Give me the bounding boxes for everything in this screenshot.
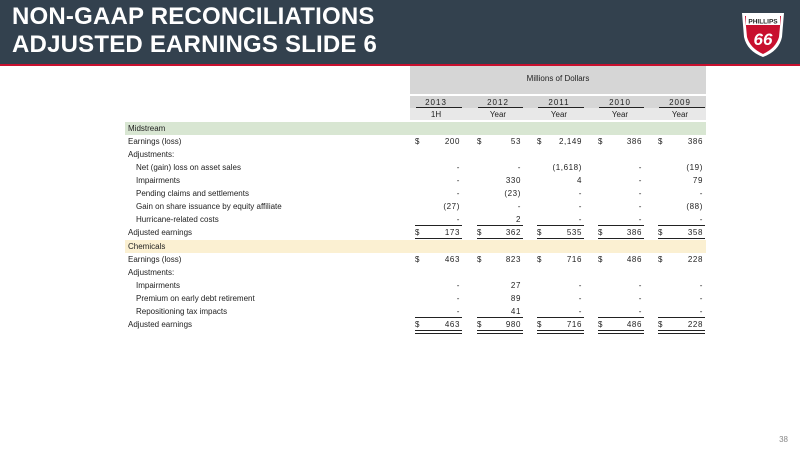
total-double-underline <box>658 330 705 334</box>
value-cell: 173 <box>444 228 460 237</box>
year-underline <box>416 107 462 108</box>
slide-title-line2: ADJUSTED EARNINGS SLIDE 6 <box>12 31 378 58</box>
value-cell: 2 <box>515 215 521 224</box>
year-underline <box>538 107 584 108</box>
dollar-sign: $ <box>537 228 542 237</box>
value-cell: - <box>699 281 703 290</box>
value-cell: 2,149 <box>558 137 582 146</box>
value-cell: - <box>456 294 460 303</box>
row-label: Net (gain) loss on asset sales <box>136 163 241 172</box>
row-label: Impairments <box>136 281 181 290</box>
year-underline <box>599 107 644 108</box>
value-cell: - <box>578 294 582 303</box>
period-header: 1H <box>430 110 442 119</box>
value-cell: 358 <box>687 228 703 237</box>
value-cell: 362 <box>505 228 521 237</box>
value-cell: - <box>699 215 703 224</box>
dollar-sign: $ <box>415 137 420 146</box>
value-cell: - <box>578 215 582 224</box>
total-double-underline <box>598 330 644 334</box>
value-cell: - <box>578 202 582 211</box>
year-header: 2009 <box>669 98 691 107</box>
row-label: Impairments <box>136 176 181 185</box>
value-cell: (88) <box>686 202 703 211</box>
value-cell: - <box>699 189 703 198</box>
value-cell: (23) <box>504 189 521 198</box>
dollar-sign: $ <box>537 255 542 264</box>
dollar-sign: $ <box>415 228 420 237</box>
value-cell: (1,618) <box>552 163 582 172</box>
dollar-sign: $ <box>477 228 482 237</box>
total-double-underline <box>477 330 523 334</box>
logo-text-66: 66 <box>753 30 773 49</box>
dollar-sign: $ <box>598 228 603 237</box>
year-header: 2013 <box>425 98 447 107</box>
value-cell: - <box>638 189 642 198</box>
row-label: Hurricane-related costs <box>136 215 219 224</box>
value-cell: 823 <box>505 255 521 264</box>
period-header: Year <box>671 110 689 119</box>
section-band-midstream <box>125 122 706 135</box>
page-number: 38 <box>779 435 788 444</box>
value-cell: 980 <box>505 320 521 329</box>
dollar-sign: $ <box>537 137 542 146</box>
value-cell: 463 <box>444 320 460 329</box>
value-cell: - <box>456 215 460 224</box>
year-header: 2012 <box>487 98 509 107</box>
value-cell: 716 <box>566 255 582 264</box>
value-cell: 89 <box>510 294 521 303</box>
value-cell: 4 <box>576 176 582 185</box>
row-label: Earnings (loss) <box>128 255 182 264</box>
value-cell: - <box>638 307 642 316</box>
row-label: Pending claims and settlements <box>136 189 249 198</box>
dollar-sign: $ <box>477 137 482 146</box>
dollar-sign: $ <box>658 137 663 146</box>
year-header: 2011 <box>548 98 570 107</box>
value-cell: - <box>517 163 521 172</box>
dollar-sign: $ <box>415 255 420 264</box>
period-header: Year <box>611 110 629 119</box>
value-cell: 386 <box>626 228 642 237</box>
value-cell: 228 <box>687 255 703 264</box>
value-cell: - <box>638 215 642 224</box>
adjusted-earnings-label: Adjusted earnings <box>128 228 193 237</box>
value-cell: - <box>638 281 642 290</box>
value-cell: (27) <box>443 202 460 211</box>
value-cell: 486 <box>626 255 642 264</box>
value-cell: 200 <box>444 137 460 146</box>
value-cell: 386 <box>626 137 642 146</box>
year-underline <box>659 107 705 108</box>
row-label: Adjustments: <box>128 150 175 159</box>
section-title: Midstream <box>128 124 166 133</box>
dollar-sign: $ <box>598 255 603 264</box>
value-cell: - <box>456 176 460 185</box>
section-title: Chemicals <box>128 242 166 251</box>
dollar-sign: $ <box>658 255 663 264</box>
value-cell: 228 <box>687 320 703 329</box>
dollar-sign: $ <box>598 320 603 329</box>
value-cell: - <box>638 176 642 185</box>
value-cell: 330 <box>505 176 521 185</box>
value-cell: 41 <box>510 307 521 316</box>
dollar-sign: $ <box>415 320 420 329</box>
row-label: Adjustments: <box>128 268 175 277</box>
value-cell: - <box>699 307 703 316</box>
value-cell: - <box>638 294 642 303</box>
dollar-sign: $ <box>477 320 482 329</box>
row-label: Earnings (loss) <box>128 137 182 146</box>
units-label: Millions of Dollars <box>526 74 590 83</box>
dollar-sign: $ <box>537 320 542 329</box>
dollar-sign: $ <box>477 255 482 264</box>
value-cell: - <box>456 307 460 316</box>
period-header: Year <box>550 110 568 119</box>
value-cell: - <box>578 307 582 316</box>
slide-title-line1: NON-GAAP RECONCILIATIONS <box>12 3 375 30</box>
value-cell: 716 <box>566 320 582 329</box>
dollar-sign: $ <box>658 320 663 329</box>
row-label: Premium on early debt retirement <box>136 294 255 303</box>
value-cell: 53 <box>510 137 521 146</box>
total-double-underline <box>415 330 462 334</box>
row-label: Gain on share issuance by equity affiliate <box>136 202 282 211</box>
value-cell: 386 <box>687 137 703 146</box>
value-cell: - <box>638 163 642 172</box>
value-cell: - <box>456 189 460 198</box>
value-cell: 535 <box>566 228 582 237</box>
logo-text-phillips: PHILLIPS <box>748 18 778 26</box>
total-double-underline <box>537 330 584 334</box>
value-cell: - <box>638 202 642 211</box>
value-cell: - <box>578 281 582 290</box>
value-cell: (19) <box>686 163 703 172</box>
row-label: Repositioning tax impacts <box>136 307 228 316</box>
value-cell: 463 <box>444 255 460 264</box>
value-cell: 79 <box>692 176 703 185</box>
section-band-chemicals <box>125 240 706 253</box>
dollar-sign: $ <box>658 228 663 237</box>
value-cell: - <box>699 294 703 303</box>
period-header: Year <box>489 110 507 119</box>
year-underline <box>478 107 523 108</box>
value-cell: - <box>517 202 521 211</box>
value-cell: 27 <box>510 281 521 290</box>
year-header: 2010 <box>609 98 631 107</box>
value-cell: - <box>456 281 460 290</box>
adjusted-earnings-label: Adjusted earnings <box>128 320 193 329</box>
value-cell: - <box>578 189 582 198</box>
value-cell: 486 <box>626 320 642 329</box>
dollar-sign: $ <box>598 137 603 146</box>
value-cell: - <box>456 163 460 172</box>
